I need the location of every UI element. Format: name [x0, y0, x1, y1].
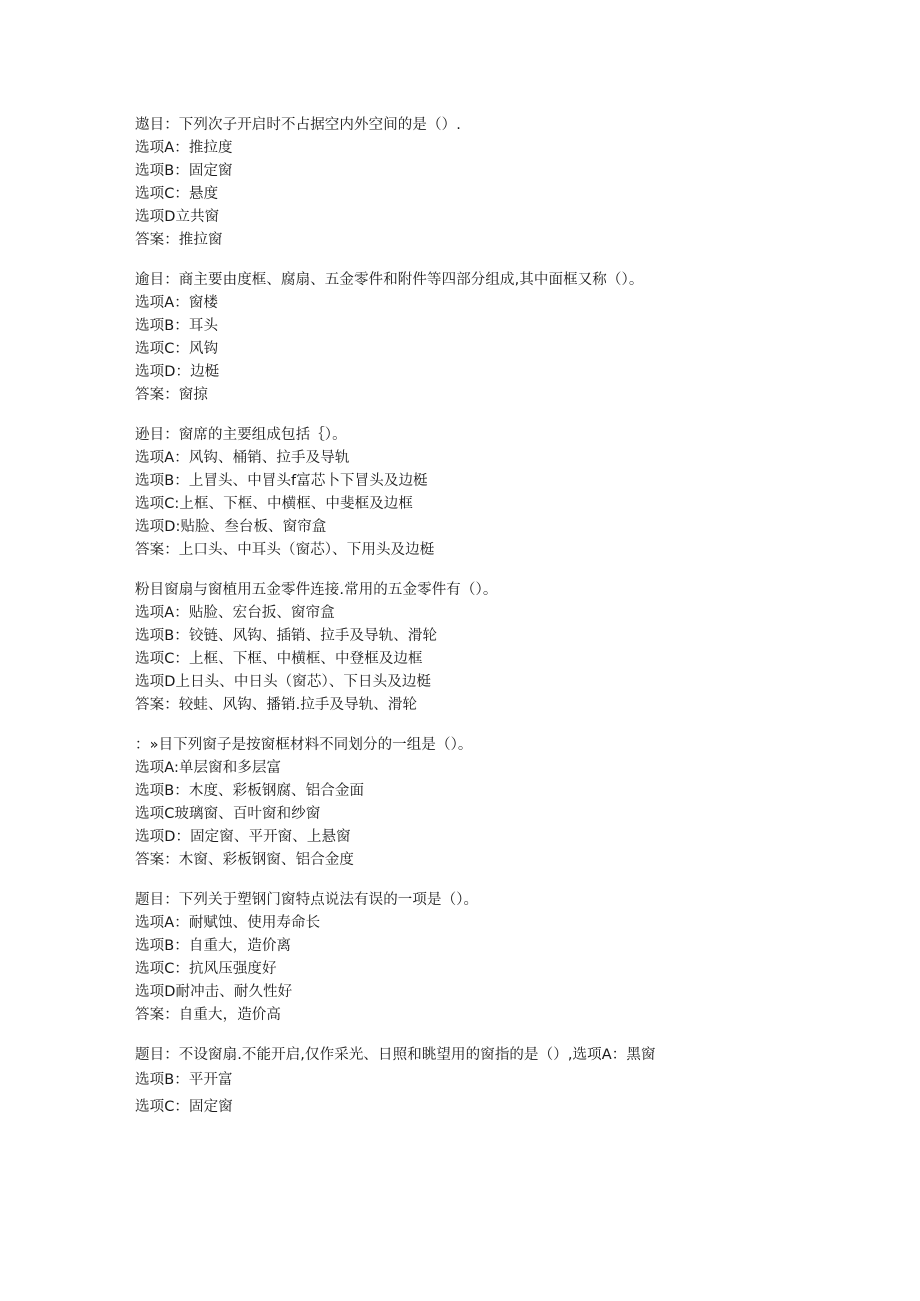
option-b: 选项B：固定窗: [135, 163, 233, 179]
answer-text: 答案：推拉窗: [135, 232, 223, 248]
option-b: 选项B：耳头: [135, 318, 219, 334]
option-a: 选项A：耐赋蚀、使用寿命长: [135, 915, 321, 931]
option-c: 选项C玻璃窗、百叶窗和纱窗: [135, 806, 321, 822]
answer-text: 答案：窗掠: [135, 387, 208, 403]
option-b: 选项B：铰链、风钩、插销、拉手及导轨、滑轮: [135, 628, 438, 644]
question-block-6: [135, 889, 855, 1027]
answer-text: 答案：自重大，造价高: [135, 1007, 281, 1023]
option-b: 选项B：木度、彩板钢腐、铝合金面: [135, 783, 365, 799]
question-block-4: [135, 579, 855, 717]
question-text: 逊目：窗席的主要组成包括｛）。: [135, 427, 347, 443]
question-text: 题目：不设窗扇.不能开启,仅作采光、日照和眺望用的窗指的是（）,选项A：黑窗: [135, 1047, 656, 1063]
option-c: 选项C：抗风压强度好: [135, 961, 277, 977]
option-c: 选项C：悬度: [135, 186, 219, 202]
answer-text: 答案：较蛙、风钩、播销.拉手及导轨、滑轮: [135, 697, 418, 713]
option-b: 选项B：平开富: [135, 1072, 233, 1088]
question-text: 遨目：下列次子开启时不占据空内外空间的是（）.: [135, 117, 461, 133]
option-d: 选项D上日头、中日头（窗芯）、下日头及边梃: [135, 674, 432, 690]
option-b: 选项B：自重大，造价离: [135, 938, 292, 954]
answer-text: 答案：上口头、中耳头（窗芯）、下用头及边梃: [135, 542, 435, 558]
question-block-1: [135, 114, 855, 252]
question-list: [135, 114, 855, 1138]
option-c: 选项C:上框、下框、中横框、中斐框及边框: [135, 496, 414, 512]
option-d: 选项D:贴脸、叁台板、窗帘盒: [135, 519, 327, 535]
question-text: ：»目下列窗子是按窗框材料不同划分的一组是（）。: [135, 737, 473, 753]
option-c: 选项C：上框、下框、中横框、中登框及边框: [135, 651, 423, 667]
question-block-3: [135, 424, 855, 562]
question-text: 粉目窗扇与窗植用五金零件连接.常用的五金零件有（）。: [135, 582, 498, 598]
option-a: 选项A：窗楼: [135, 295, 219, 311]
question-block-7: [135, 1044, 855, 1121]
question-text: 题目：下列关于塑钢门窗特点说法有误的一项是（）。: [135, 892, 479, 908]
option-a: 选项A：贴脸、宏台扳、窗帘盒: [135, 605, 335, 621]
option-b: 选项B：上冒头、中冒头f富芯卜下冒头及边梃: [135, 473, 428, 489]
question-block-2: [135, 269, 855, 407]
option-d: 选项D：边梃: [135, 364, 220, 380]
option-a: 选项A:单层窗和多层富: [135, 760, 282, 776]
option-c: 选项C：固定窗: [135, 1099, 233, 1115]
option-d: 选项D耐冲击、耐久性好: [135, 984, 293, 1000]
option-a: 选项A：推拉度: [135, 140, 233, 156]
answer-text: 答案：木窗、彩板钢窗、铝合金度: [135, 852, 354, 868]
question-text: 逾目：商主要由度框、腐扇、五金零件和附件等四部分组成,其中面框又称（）。: [135, 272, 644, 288]
option-d: 选项D立共窗: [135, 209, 220, 225]
option-c: 选项C：风钩: [135, 341, 219, 357]
option-a: 选项A：风钩、桶销、拉手及导轨: [135, 450, 350, 466]
question-block-5: [135, 734, 855, 872]
option-d: 选项D：固定窗、平开窗、上悬窗: [135, 829, 351, 845]
